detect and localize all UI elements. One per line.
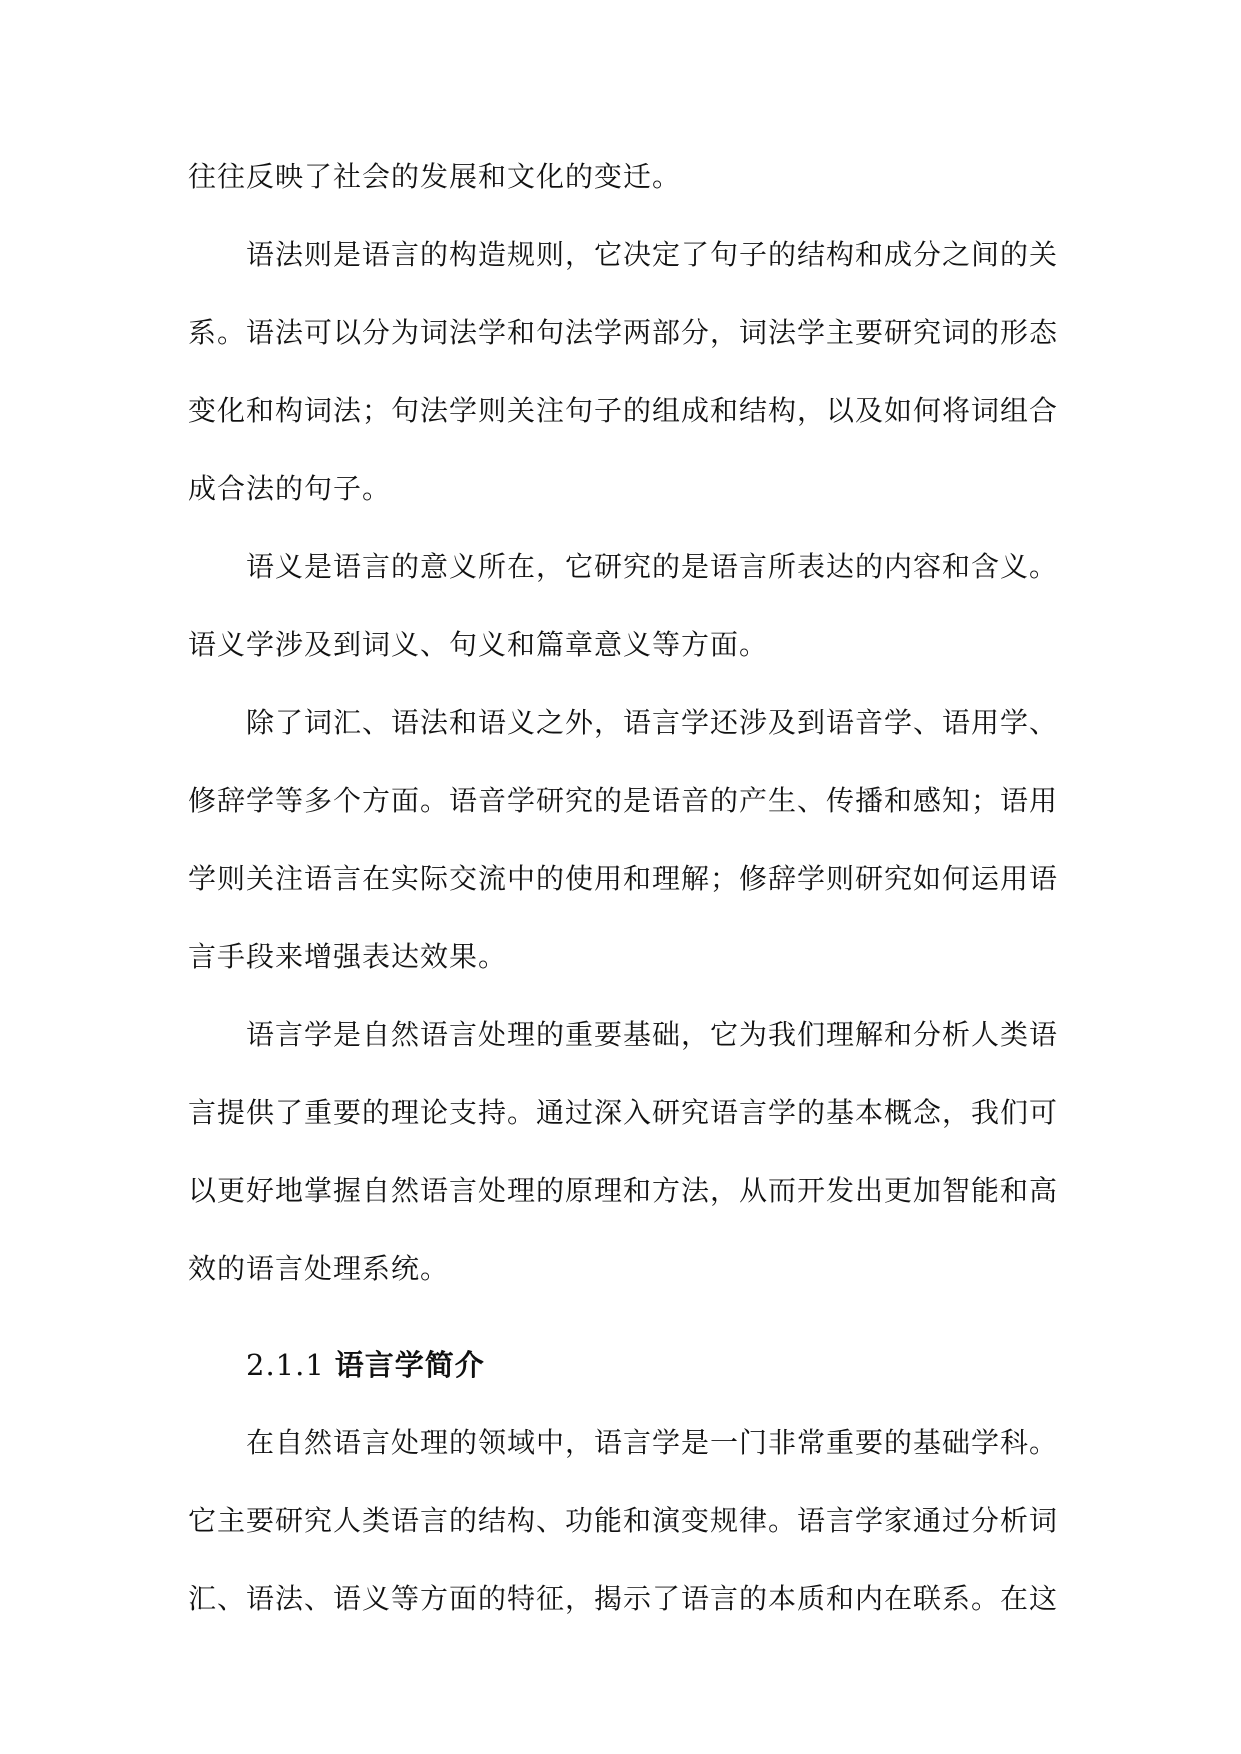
document-body (188, 138, 1073, 1638)
paragraph-line: 成合法的句子。 (188, 472, 392, 505)
paragraph-line: 在自然语言处理的领域中，语言学是一门非常重要的基础学科。 (246, 1426, 1059, 1459)
paragraph-line: 它主要研究人类语言的结构、功能和演变规律。语言学家通过分析词 (188, 1504, 1059, 1537)
section-title: 语言学简介 (334, 1348, 485, 1382)
section-number: 2.1.1 (246, 1348, 325, 1382)
paragraph-line: 修辞学等多个方面。语音学研究的是语音的产生、传播和感知；语用 (188, 784, 1059, 817)
paragraph-line: 往往反映了社会的发展和文化的变迁。 (188, 160, 682, 193)
paragraph-line: 言手段来增强表达效果。 (188, 940, 508, 973)
paragraph-line: 汇、语法、语义等方面的特征，揭示了语言的本质和内在联系。在这 (188, 1582, 1059, 1615)
paragraph-line: 除了词汇、语法和语义之外，语言学还涉及到语音学、语用学、 (246, 706, 1059, 739)
paragraph-line: 以更好地掌握自然语言处理的原理和方法，从而开发出更加智能和高 (188, 1174, 1059, 1207)
paragraph-line: 效的语言处理系统。 (188, 1252, 450, 1285)
paragraph-line: 系。语法可以分为词法学和句法学两部分，词法学主要研究词的形态 (188, 316, 1059, 349)
paragraph-line: 语言学是自然语言处理的重要基础，它为我们理解和分析人类语 (246, 1018, 1059, 1051)
section-heading (188, 1326, 1073, 1404)
paragraph-line: 言提供了重要的理论支持。通过深入研究语言学的基本概念，我们可 (188, 1096, 1059, 1129)
paragraph-line: 语义学涉及到词义、句义和篇章意义等方面。 (188, 628, 769, 661)
paragraph-line: 变化和构词法；句法学则关注句子的组成和结构，以及如何将词组合 (188, 394, 1059, 427)
paragraph-line: 语法则是语言的构造规则，它决定了句子的结构和成分之间的关 (246, 238, 1059, 271)
paragraph-line: 语义是语言的意义所在，它研究的是语言所表达的内容和含义。 (246, 550, 1059, 583)
paragraph-line: 学则关注语言在实际交流中的使用和理解；修辞学则研究如何运用语 (188, 862, 1059, 895)
